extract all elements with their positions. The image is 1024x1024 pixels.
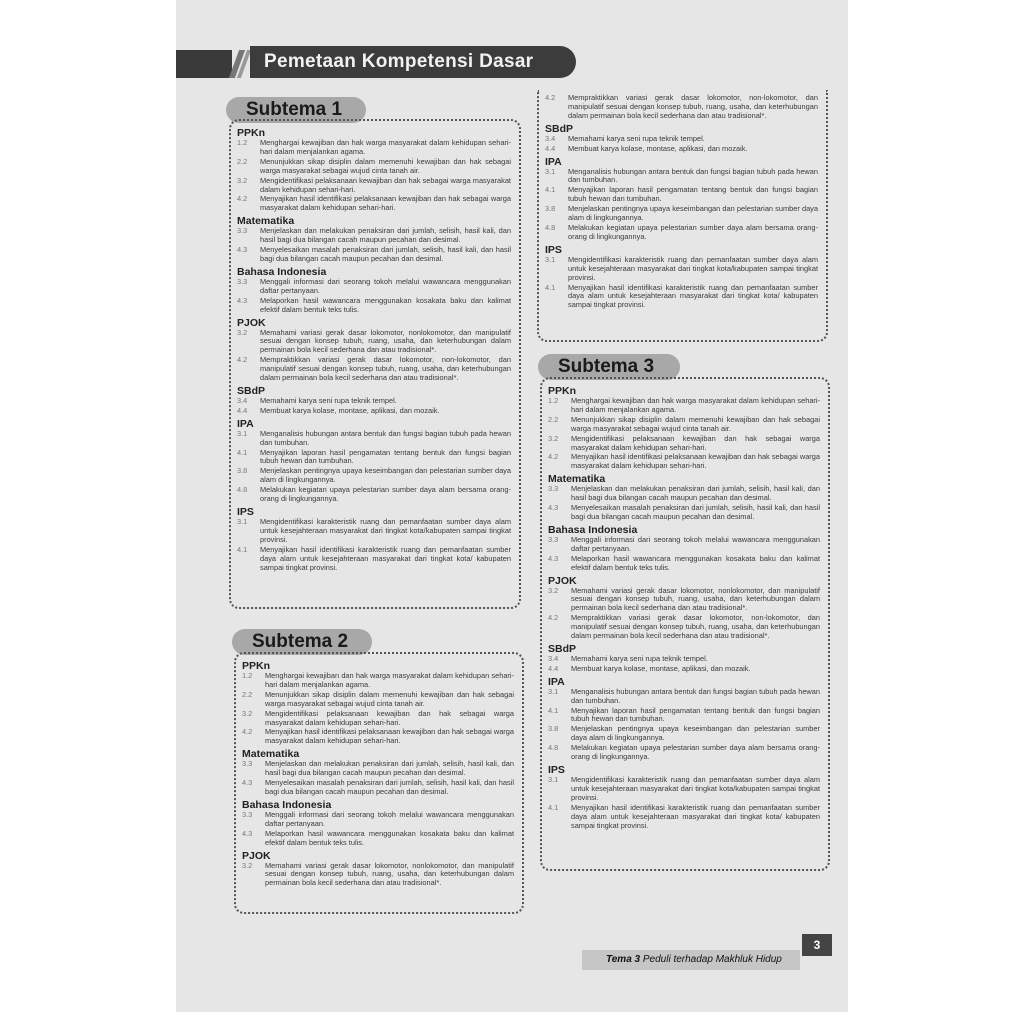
subject-heading: SBdP [548, 642, 577, 655]
kd-number: 4.8 [237, 485, 248, 495]
kd-number: 3.1 [237, 517, 248, 526]
kd-number: 3.2 [548, 433, 559, 443]
kd-number: 3.3 [242, 809, 253, 819]
subject-heading: IPS [545, 243, 562, 256]
kd-number: 4.1 [237, 544, 248, 554]
kd-item [548, 665, 820, 674]
kd-item [548, 688, 820, 706]
kd-item [242, 728, 514, 746]
kd-item [548, 397, 820, 415]
subject-heading: Matematika [548, 473, 606, 486]
kd-text: Menyajikan laporan hasil pengamatan tentang bentuk dan fungsi bagian tubuh hewan dan tumbuhan. [568, 185, 818, 204]
kd-item [237, 139, 511, 157]
kd-number: 3.1 [545, 254, 556, 264]
page-title: Pemetaan Kompetensi Dasar [250, 46, 576, 78]
kd-item [548, 804, 820, 831]
subject-heading: PPKn [548, 385, 577, 397]
page-header [176, 46, 576, 78]
kd-text: Melakukan kegiatan upaya pelestarian sumber daya alam bersama orang-orang di lingkungannya. [260, 485, 511, 504]
kd-number: 4.1 [237, 447, 248, 457]
kd-text: Melaporkan hasil wawancara menggunakan kosakata baku dan kalimat efektif dalam bentuk teks tulis. [260, 295, 511, 314]
kd-text: Menjelaskan dan melakukan penaksiran dari jumlah, selisih, hasil kali, dan hasil bagi dua bilangan cacah maupun pecahan dan desimal. [260, 226, 511, 245]
kd-item [242, 760, 514, 778]
kd-number: 3.3 [242, 759, 253, 769]
kd-number: 3.3 [237, 276, 248, 286]
kd-text: Menjelaskan pentingnya upaya keseimbangan dan pelestarian sumber daya alam di lingkungannya. [260, 466, 511, 485]
kd-number: 4.3 [242, 778, 253, 788]
kd-text: Menghargai kewajiban dan hak warga masyarakat dalam kehidupan sehari-hari dalam menjalankan agama. [571, 396, 820, 414]
kd-number: 4.2 [237, 194, 248, 204]
kd-number: 3.3 [237, 226, 248, 236]
kd-text: Melakukan kegiatan upaya pelestarian sumber daya alam bersama orang-orang di lingkungannya. [571, 743, 820, 762]
kd-text: Mengidentifikasi pelaksanaan kewajiban dan hak sebagai warga masyarakat dalam kehidupan sehari-hari. [260, 175, 511, 194]
subject-heading: PJOK [237, 316, 266, 329]
kd-number: 3.4 [237, 395, 248, 405]
kd-text: Menyajikan laporan hasil pengamatan tentang bentuk dan fungsi bagian tubuh hewan dan tumbuhan. [571, 705, 820, 724]
kd-number: 4.4 [237, 405, 248, 415]
kd-text: Menyajikan hasil identifikasi karakteristik ruang dan pemanfaatan sumber daya alam untuk kesejahteraan masyarakat dari tingkat kota/ kabupaten sampai tingkat provinsi. [571, 802, 820, 830]
kd-item [242, 862, 514, 889]
kd-item [242, 710, 514, 728]
kd-text: Menghargai kewajiban dan hak warga masyarakat dalam kehidupan sehari-hari dalam menjalankan agama. [265, 671, 514, 689]
kd-number: 3.1 [545, 166, 556, 176]
kd-number: 4.2 [548, 613, 559, 623]
page-number: 3 [802, 934, 832, 956]
kd-item [548, 707, 820, 725]
kd-text: Menganalisis hubungan antara bentuk dan fungsi bagian tubuh pada hewan dan tumbuhan. [568, 166, 818, 185]
kd-number: 4.3 [548, 503, 559, 513]
kd-number: 4.1 [548, 802, 559, 812]
kd-text: Menganalisis hubungan antara bentuk dan fungsi bagian tubuh pada hewan dan tumbuhan. [571, 686, 820, 705]
kd-number: 3.3 [548, 484, 559, 494]
kd-text: Mengidentifikasi karakteristik ruang dan pemanfaatan sumber daya alam untuk kesejahteraan masyarakat dari tingkat kota/kabupaten sampai tingkat provinsi. [260, 517, 511, 544]
kd-item [242, 811, 514, 829]
kd-text: Menyelesaikan masalah penaksiran dari jumlah, selisih, hasil kali, dan hasil bagi dua bilangan cacah maupun pecahan dan desimal. [571, 503, 820, 521]
kd-item [548, 504, 820, 522]
kd-number: 2.2 [242, 689, 253, 699]
kd-item [548, 776, 820, 803]
kd-item [237, 297, 511, 315]
kd-item [548, 555, 820, 573]
kd-item [237, 246, 511, 264]
kd-number: 4.8 [548, 743, 559, 753]
kd-text: Menjelaskan pentingnya upaya keseimbangan dan pelestarian sumber daya alam di lingkungannya. [571, 724, 820, 743]
kd-item [237, 449, 511, 467]
kd-number: 4.1 [548, 705, 559, 715]
kd-text: Memahami variasi gerak dasar lokomotor, nonlokomotor, dan manipulatif sesuai dengan konsep tubuh, ruang, usaha, dan keterhubungan dalam permainan bola kecil sederhana dan atau tradisional*. [265, 860, 514, 888]
kd-text: Membuat karya kolase, montase, aplikasi, dan mozaik. [568, 143, 748, 153]
kd-text: Menunjukkan sikap disiplin dalam memenuhi kewajiban dan hak sebagai warga masyarakat sebagai wujud cinta tanah air. [265, 689, 514, 708]
kd-text: Menggali informasi dari seorang tokoh melalui wawancara menggunakan daftar pertanyaan. [571, 534, 820, 553]
kd-item [237, 407, 511, 416]
kd-item [545, 224, 818, 242]
subject-heading: PJOK [548, 574, 577, 587]
subtema-2-label: Subtema 2 [232, 629, 372, 655]
kd-item [237, 278, 511, 296]
kd-number: 3.8 [237, 466, 248, 476]
subject-heading: Matematika [237, 215, 295, 228]
kd-number: 4.3 [242, 828, 253, 838]
kd-number: 1.2 [548, 396, 559, 405]
subject-heading: Bahasa Indonesia [242, 798, 332, 811]
kd-number: 1.2 [242, 671, 253, 680]
kd-number: 4.3 [548, 553, 559, 563]
kd-text: Mengidentifikasi pelaksanaan kewajiban dan hak sebagai warga masyarakat dalam kehidupan sehari-hari. [265, 708, 514, 727]
footer-tema: Tema 3 [606, 954, 641, 965]
kd-number: 3.8 [545, 204, 556, 214]
kd-text: Menyajikan hasil identifikasi pelaksanaan kewajiban dan hak sebagai warga masyarakat dalam kehidupan sehari-hari. [571, 452, 820, 471]
kd-number: 4.2 [548, 452, 559, 462]
kd-item [237, 430, 511, 448]
kd-text: Menjelaskan dan melakukan penaksiran dari jumlah, selisih, hasil kali, dan hasil bagi dua bilangan cacah maupun pecahan dan desimal. [265, 759, 514, 778]
subtema-2-continuation-content [545, 94, 818, 310]
subtema-1-label: Subtema 1 [226, 97, 366, 123]
kd-item [242, 672, 514, 690]
kd-item [548, 416, 820, 434]
kd-text: Menunjukkan sikap disiplin dalam memenuhi kewajiban dan hak sebagai warga masyarakat sebagai wujud cinta tanah air. [260, 156, 511, 175]
kd-text: Memahami karya seni rupa teknik tempel. [571, 653, 708, 663]
kd-text: Mempraktikkan variasi gerak dasar lokomotor, non-lokomotor, dan manipulatif sesuai dengan konsep tubuh, ruang, usaha, dan keterhubungan dalam permainan bola kecil sederhana dan atau tradisional*. [568, 93, 818, 120]
kd-number: 3.1 [237, 428, 248, 438]
kd-number: 3.2 [237, 327, 248, 337]
footer-title [606, 951, 806, 969]
kd-text: Menjelaskan pentingnya upaya keseimbangan dan pelestarian sumber daya alam di lingkungannya. [568, 204, 818, 223]
kd-text: Memahami karya seni rupa teknik tempel. [260, 395, 397, 405]
kd-item [237, 195, 511, 213]
subtema-3-content [548, 385, 820, 830]
kd-item [237, 329, 511, 356]
subject-heading: Bahasa Indonesia [548, 523, 638, 536]
subtema-3-label: Subtema 3 [538, 354, 680, 380]
kd-text: Menyajikan hasil identifikasi pelaksanaan kewajiban dan hak sebagai warga masyarakat dalam kehidupan sehari-hari. [260, 194, 511, 213]
left-margin [0, 0, 176, 1024]
kd-item [237, 546, 511, 573]
kd-number: 3.1 [548, 686, 559, 696]
right-margin [848, 0, 1024, 1024]
kd-text: Membuat karya kolase, montase, aplikasi, dan mozaik. [571, 663, 751, 673]
kd-number: 3.2 [237, 175, 248, 185]
kd-number: 4.3 [237, 295, 248, 305]
kd-number: 4.2 [237, 355, 248, 365]
kd-item [237, 356, 511, 383]
kd-item [545, 256, 818, 283]
kd-item [237, 158, 511, 176]
kd-number: 3.4 [548, 653, 559, 663]
header-accent [176, 50, 232, 78]
kd-number: 2.2 [237, 156, 248, 166]
kd-text: Melaporkan hasil wawancara menggunakan kosakata baku dan kalimat efektif dalam bentuk teks tulis. [571, 553, 820, 572]
kd-item [545, 205, 818, 223]
kd-item [548, 725, 820, 743]
kd-item [548, 453, 820, 471]
kd-item [548, 435, 820, 453]
subject-heading: IPA [237, 417, 254, 430]
kd-text: Memahami variasi gerak dasar lokomotor, nonlokomotor, dan manipulatif sesuai dengan konsep tubuh, ruang, usaha, dan keterhubungan dalam permainan bola kecil sederhana dan atau tradisional*. [571, 585, 820, 613]
kd-number: 4.3 [237, 245, 248, 255]
kd-number: 4.2 [242, 727, 253, 737]
kd-text: Mengidentifikasi karakteristik ruang dan pemanfaatan sumber daya alam untuk kesejahteraan masyarakat dari tingkat kota/kabupaten sampai tingkat provinsi. [571, 775, 820, 802]
kd-number: 4.4 [548, 663, 559, 673]
kd-text: Menyajikan hasil identifikasi karakteristik ruang dan pemanfaatan sumber daya alam untuk kesejahteraan masyarakat dari tingkat kota/ kabupaten sampai tingkat provinsi. [568, 282, 818, 310]
kd-text: Mengidentifikasi pelaksanaan kewajiban dan hak sebagai warga masyarakat dalam kehidupan sehari-hari. [571, 433, 820, 452]
kd-item [242, 779, 514, 797]
kd-item [548, 587, 820, 614]
subtema-1-box [229, 119, 521, 609]
subject-heading: Matematika [242, 748, 300, 761]
kd-item [237, 486, 511, 504]
subject-heading: SBdP [545, 122, 574, 135]
kd-text: Menganalisis hubungan antara bentuk dan fungsi bagian tubuh pada hewan dan tumbuhan. [260, 428, 511, 447]
subject-heading: SBdP [237, 384, 266, 397]
kd-number: 3.3 [548, 534, 559, 544]
kd-item [548, 744, 820, 762]
kd-item [545, 284, 818, 311]
kd-item [237, 177, 511, 195]
kd-number: 4.4 [545, 143, 556, 153]
kd-number: 4.8 [545, 222, 556, 232]
kd-item [548, 485, 820, 503]
kd-text: Memahami variasi gerak dasar lokomotor, nonlokomotor, dan manipulatif sesuai dengan konsep tubuh, ruang, usaha, dan keterhubungan dalam permainan bola kecil sederhana dan atau tradisional*. [260, 327, 511, 355]
kd-text: Memahami karya seni rupa teknik tempel. [568, 133, 705, 143]
kd-text: Membuat karya kolase, montase, aplikasi, dan mozaik. [260, 405, 440, 415]
subtema-2-content [242, 660, 514, 888]
subtema-3-box [540, 377, 830, 871]
kd-number: 4.1 [545, 185, 556, 195]
kd-text: Mempraktikkan variasi gerak dasar lokomotor, non-lokomotor, dan manipulatif sesuai dengan konsep tubuh, ruang, usaha, dan keterhubungan dalam permainan bola kecil sederhana dan atau tradisional*. [571, 613, 820, 641]
kd-number: 4.2 [545, 93, 556, 102]
subtema-2-continuation-box [537, 90, 828, 342]
subject-heading: Bahasa Indonesia [237, 265, 327, 278]
kd-item [545, 145, 818, 154]
kd-item [545, 168, 818, 186]
kd-text: Mempraktikkan variasi gerak dasar lokomotor, non-lokomotor, dan manipulatif sesuai dengan konsep tubuh, ruang, usaha, dan keterhubungan dalam permainan bola kecil sederhana dan atau tradisional*. [260, 355, 511, 383]
kd-text: Menyajikan laporan hasil pengamatan tentang bentuk dan fungsi bagian tubuh hewan dan tumbuhan. [260, 447, 511, 466]
kd-number: 3.2 [242, 860, 253, 870]
kd-item [548, 655, 820, 664]
kd-item [237, 518, 511, 545]
kd-item [242, 691, 514, 709]
kd-number: 3.4 [545, 133, 556, 143]
subject-heading: IPA [545, 155, 562, 168]
kd-number: 3.8 [548, 724, 559, 734]
kd-item [237, 227, 511, 245]
kd-text: Menggali informasi dari seorang tokoh melalui wawancara menggunakan daftar pertanyaan. [265, 809, 514, 828]
kd-number: 3.1 [548, 775, 559, 784]
subject-heading: IPS [237, 506, 254, 518]
kd-number: 1.2 [237, 138, 248, 147]
subtema-2-box [234, 652, 524, 914]
kd-number: 4.1 [545, 282, 556, 292]
kd-item [545, 94, 818, 121]
kd-item [548, 536, 820, 554]
kd-text: Menyelesaikan masalah penaksiran dari jumlah, selisih, hasil kali, dan hasil bagi dua bilangan cacah maupun pecahan dan desimal. [260, 245, 511, 263]
kd-item [242, 830, 514, 848]
kd-text: Menyajikan hasil identifikasi pelaksanaan kewajiban dan hak sebagai warga masyarakat dalam kehidupan sehari-hari. [265, 727, 514, 746]
kd-item [237, 467, 511, 485]
kd-text: Melakukan kegiatan upaya pelestarian sumber daya alam bersama orang-orang di lingkungannya. [568, 222, 818, 241]
subject-heading: PPKn [237, 127, 266, 139]
kd-item [237, 397, 511, 406]
kd-number: 3.2 [242, 708, 253, 718]
kd-number: 3.2 [548, 585, 559, 595]
kd-text: Menyelesaikan masalah penaksiran dari jumlah, selisih, hasil kali, dan hasil bagi dua bilangan cacah maupun pecahan dan desimal. [265, 778, 514, 796]
footer-tema-title: Peduli terhadap Makhluk Hidup [642, 954, 782, 965]
subject-heading: PPKn [242, 660, 271, 672]
kd-text: Menghargai kewajiban dan hak warga masyarakat dalam kehidupan sehari-hari dalam menjalankan agama. [260, 138, 511, 156]
subject-heading: IPA [548, 675, 565, 688]
subject-heading: PJOK [242, 849, 271, 862]
subtema-1-content [237, 127, 511, 572]
page-bottom-edge [176, 1012, 848, 1024]
kd-text: Menggali informasi dari seorang tokoh melalui wawancara menggunakan daftar pertanyaan. [260, 276, 511, 295]
kd-item [545, 135, 818, 144]
kd-text: Menunjukkan sikap disiplin dalam memenuhi kewajiban dan hak sebagai warga masyarakat sebagai wujud cinta tanah air. [571, 414, 820, 433]
kd-item [545, 186, 818, 204]
kd-text: Menjelaskan dan melakukan penaksiran dari jumlah, selisih, hasil kali, dan hasil bagi dua bilangan cacah maupun pecahan dan desimal. [571, 484, 820, 503]
kd-text: Mengidentifikasi karakteristik ruang dan pemanfaatan sumber daya alam untuk kesejahteraan masyarakat dari tingkat kota/kabupaten sampai tingkat provinsi. [568, 254, 818, 282]
kd-number: 2.2 [548, 414, 559, 424]
kd-text: Menyajikan hasil identifikasi karakteristik ruang dan pemanfaatan sumber daya alam untuk kesejahteraan masyarakat dari tingkat kota/ kabupaten sampai tingkat provinsi. [260, 544, 511, 572]
subject-heading: IPS [548, 764, 565, 776]
kd-text: Melaporkan hasil wawancara menggunakan kosakata baku dan kalimat efektif dalam bentuk teks tulis. [265, 828, 514, 847]
kd-item [548, 614, 820, 641]
